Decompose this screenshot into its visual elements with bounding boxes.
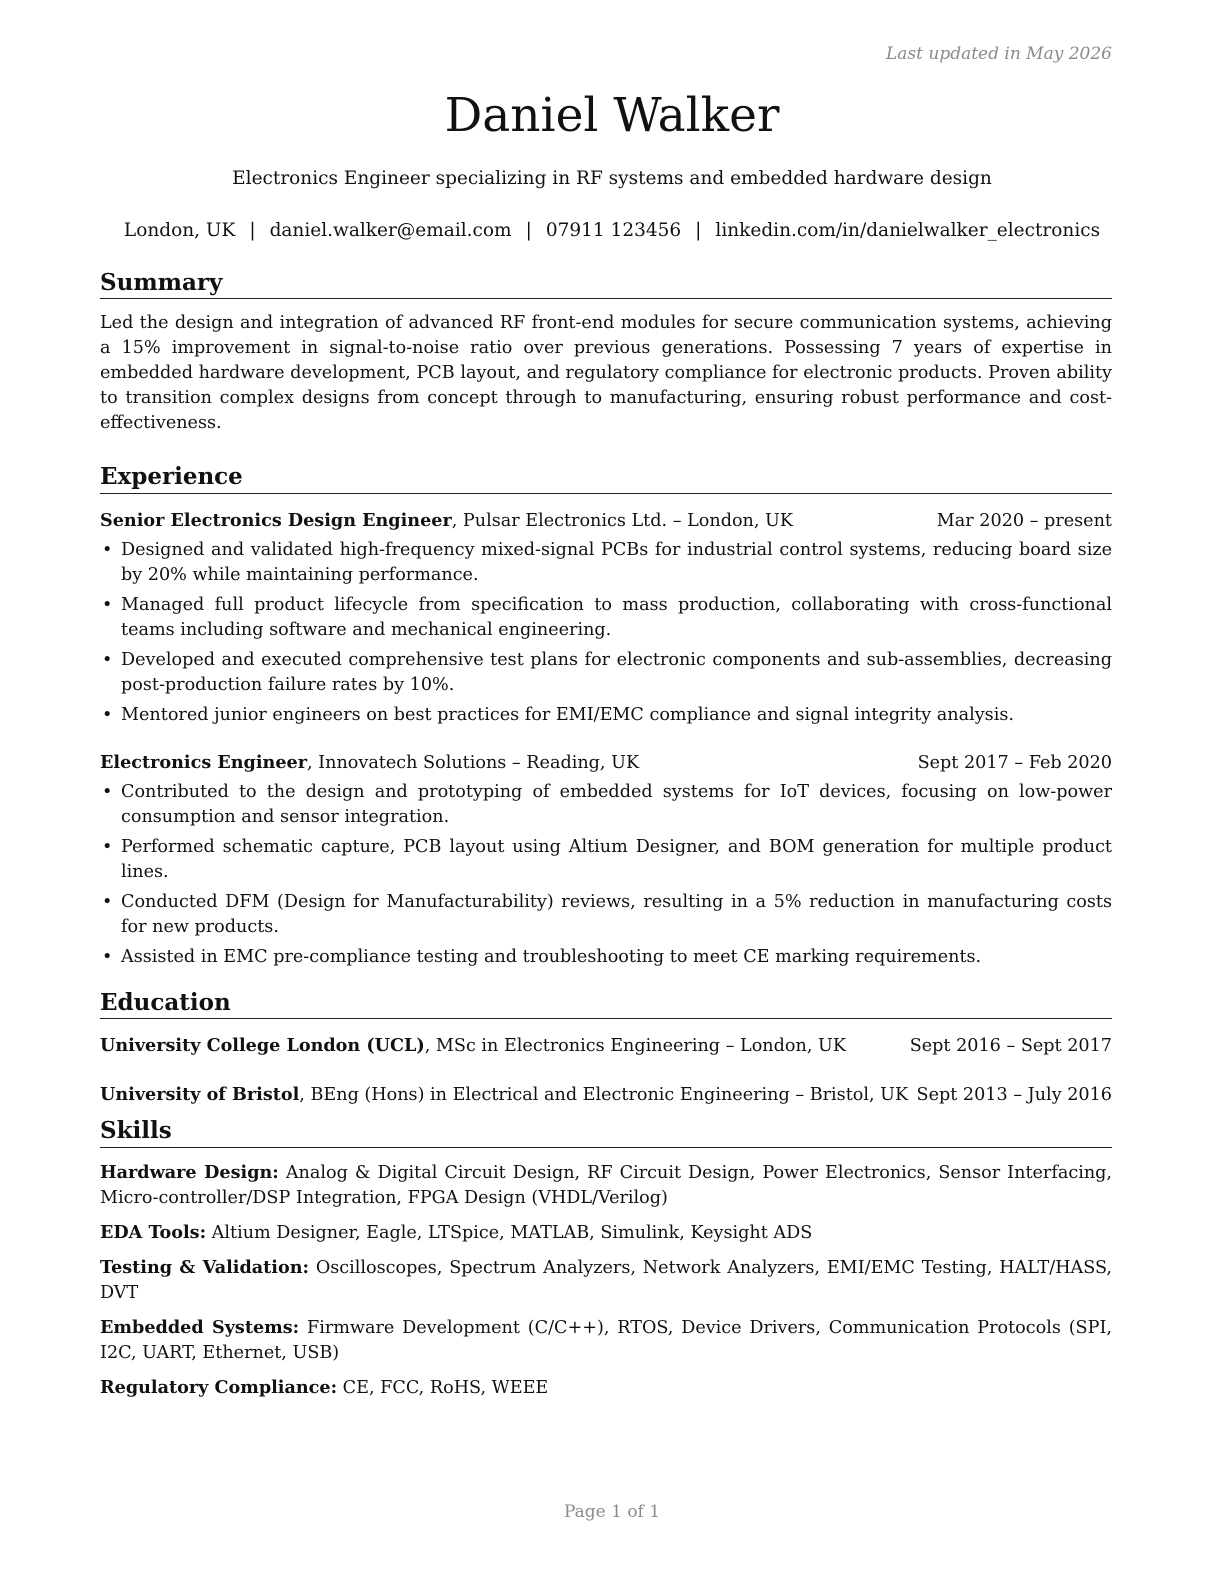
education-detail: , BEng (Hons) in Electrical and Electronic Engineering – Bristol, UK — [299, 1085, 909, 1106]
contact-separator: | — [695, 220, 702, 241]
job-bullet: • Conducted DFM (Design for Manufacturability) reviews, resulting in a 5% reduction in manufacturing costs for new products. — [100, 890, 1112, 940]
education-school: University College London (UCL) — [100, 1035, 425, 1057]
job-dates: Sept 2017 – Feb 2020 — [917, 752, 1112, 773]
skill-row — [100, 1220, 1112, 1246]
headline: Electronics Engineer specializing in RF systems and embedded hardware design — [232, 168, 992, 189]
skill-value: Altium Designer, Eagle, LTSpice, MATLAB, Simulink, Keysight ADS — [206, 1222, 813, 1243]
skill-value: Oscilloscopes, Spectrum Analyzers, Network Analyzers, EMI/EMC Testing, HALT/HASS, DVT — [100, 1257, 1113, 1303]
skill-value: CE, FCC, RoHS, WEEE — [337, 1377, 549, 1398]
contact-linkedin[interactable]: linkedin.com/in/danielwalker_electronics — [715, 220, 1101, 241]
summary-text: Led the design and integration of advanced RF front-end modules for secure communication systems, achieving a 15% improvement in signal-to-noise ratio over previous generations. Possessing 7 years of expertise in embedded hardware development, PCB layout, and regulatory compliance for electronic products. Proven ability to transition complex designs from concept through to manufacturing, ensuring robust performance and cost-effectiveness. — [100, 313, 1112, 434]
job-entry — [100, 508, 1112, 728]
job-entry — [100, 750, 1112, 970]
skill-label: Testing & Validation: — [100, 1256, 310, 1278]
candidate-name: Daniel Walker — [444, 88, 780, 143]
skill-label: Regulatory Compliance: — [100, 1376, 338, 1398]
resume-content — [100, 270, 1112, 1410]
education-school: University of Bristol — [100, 1084, 300, 1106]
skill-value: Analog & Digital Circuit Design, RF Circuit Design, Power Electronics, Sensor Interfacing, Micro-controller/DSP Integration, FPGA Design (VHDL/Verilog) — [100, 1162, 1113, 1208]
education-dates: Sept 2016 – Sept 2017 — [909, 1036, 1112, 1057]
section-title-summary: Summary — [100, 270, 1112, 299]
contact-line — [0, 220, 1224, 241]
job-title-line — [100, 508, 793, 534]
skills-section — [100, 1118, 1112, 1400]
section-title-experience: Experience — [100, 464, 1112, 493]
education-section — [100, 990, 1112, 1108]
job-bullet: • Managed full product lifecycle from specification to mass production, collaborating with cross-functional teams including software and mechanical engineering. — [100, 593, 1112, 643]
page-number: Page 1 of 1 — [563, 1502, 661, 1522]
job-bullet: • Contributed to the design and prototyping of embedded systems for IoT devices, focusing on low-power consumption and sensor integration. — [100, 780, 1112, 830]
job-dates: Mar 2020 – present — [936, 510, 1112, 531]
education-title-line — [100, 1082, 908, 1108]
skill-row — [100, 1160, 1112, 1211]
education-detail: , MSc in Electronics Engineering – London, UK — [424, 1036, 846, 1057]
job-bullet: • Developed and executed comprehensive test plans for electronic components and sub-assemblies, decreasing post-production failure rates by 10%. — [100, 648, 1112, 698]
job-header — [100, 750, 1112, 776]
skill-row — [100, 1375, 1112, 1401]
skill-label: EDA Tools: — [100, 1221, 207, 1243]
last-updated-note: Last updated in May 2026 — [885, 44, 1112, 64]
section-title-education: Education — [100, 990, 1112, 1019]
job-bullets — [100, 780, 1112, 970]
job-role: Electronics Engineer — [100, 751, 307, 773]
education-dates: Sept 2013 – July 2016 — [916, 1085, 1112, 1106]
job-org: , Pulsar Electronics Ltd. – London, UK — [451, 510, 794, 531]
skill-row — [100, 1315, 1112, 1366]
experience-section — [100, 464, 1112, 969]
education-entry — [100, 1082, 1112, 1108]
section-title-skills: Skills — [100, 1118, 1112, 1147]
skill-value: Firmware Development (C/C++), RTOS, Device Drivers, Communication Protocols (SPI, I2C, UART, Ethernet, USB) — [100, 1317, 1112, 1363]
job-bullet: • Assisted in EMC pre-compliance testing and troubleshooting to meet CE marking requirements. — [100, 945, 1112, 970]
job-bullet: • Designed and validated high-frequency mixed-signal PCBs for industrial control systems, reducing board size by 20% while maintaining performance. — [100, 538, 1112, 588]
job-header — [100, 508, 1112, 534]
skill-row — [100, 1255, 1112, 1306]
job-org: , Innovatech Solutions – Reading, UK — [306, 752, 640, 773]
skill-label: Embedded Systems: — [100, 1316, 300, 1338]
job-role: Senior Electronics Design Engineer — [100, 509, 452, 531]
summary-section — [100, 270, 1112, 436]
contact-separator: | — [249, 220, 256, 241]
contact-phone: 07911 123456 — [545, 220, 682, 241]
job-bullet: • Mentored junior engineers on best practices for EMI/EMC compliance and signal integrity analysis. — [100, 703, 1112, 728]
education-entry — [100, 1033, 1112, 1059]
contact-email[interactable]: daniel.walker@email.com — [269, 220, 512, 241]
contact-separator: | — [525, 220, 532, 241]
skill-label: Hardware Design: — [100, 1161, 279, 1183]
job-title-line — [100, 750, 639, 776]
job-bullets — [100, 538, 1112, 728]
contact-location: London, UK — [123, 220, 236, 241]
education-title-line — [100, 1033, 846, 1059]
job-bullet: • Performed schematic capture, PCB layout using Altium Designer, and BOM generation for multiple product lines. — [100, 835, 1112, 885]
